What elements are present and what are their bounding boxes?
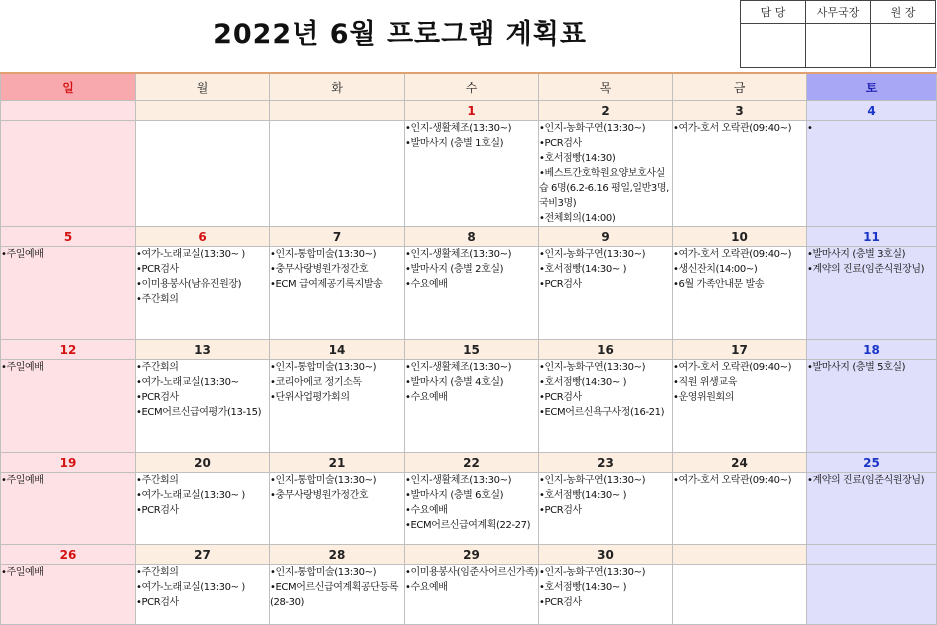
date-number: 8 [405,227,539,247]
weekday-sun: 일 [1,73,136,101]
date-number [136,101,270,121]
date-number: 26 [1,545,136,565]
event-item: •여가-노래교실(13:30~ [136,377,239,388]
event-item: •수요예배 [405,279,448,290]
day-events-cell[interactable] [539,360,673,453]
event-item: •인지-통합미술(13:30~) [270,475,377,486]
date-row [1,545,937,565]
event-item: •주간회의 [136,362,179,373]
approval-role-director: 원 장 [871,1,936,24]
event-item: •ECM어르신급여평가(13-15) [136,407,262,418]
event-item: • [807,123,813,134]
event-item: •ECM어르신급여계획(22-27) [405,520,531,531]
event-item: •발마사지 (층별 4호실) [405,377,504,388]
date-number: 14 [270,340,405,360]
day-events-cell[interactable] [807,360,937,453]
weekday-fri: 금 [673,73,807,101]
day-events-cell[interactable] [136,121,270,227]
events-row [1,565,937,625]
day-events-cell[interactable] [270,247,405,340]
date-number [807,545,937,565]
day-events-cell[interactable] [270,121,405,227]
event-item: •ECM어르신욕구사정(16-21) [539,407,665,418]
event-item: •인지-생활체조(13:30~) [405,123,512,134]
day-events-cell[interactable] [405,121,539,227]
day-events-cell[interactable] [807,473,937,545]
event-item: •PCR검사 [539,597,582,608]
date-number: 27 [136,545,270,565]
date-number: 6 [136,227,270,247]
event-item: •인지-통합미술(13:30~) [270,362,377,373]
event-item: •이미용봉사(남유진원장) [136,279,242,290]
event-item: •인지-생활체조(13:30~) [405,249,512,260]
approval-sign-secretary[interactable] [806,24,871,68]
event-item: •이미용봉사(임준사어르신가족) [405,567,538,578]
date-number: 15 [405,340,539,360]
day-events-cell[interactable] [405,473,539,545]
date-number: 10 [673,227,807,247]
day-events-cell[interactable] [673,473,807,545]
event-item: •여가-호서 오락관(09:40~) [673,362,792,373]
day-events-cell[interactable] [270,565,405,625]
event-item: •인지-통합미술(13:30~) [270,249,377,260]
date-number [270,101,405,121]
date-number: 11 [807,227,937,247]
event-item: •PCR검사 [136,505,179,516]
day-events-cell[interactable] [270,473,405,545]
day-events-cell[interactable] [807,121,937,227]
day-events-cell[interactable] [136,247,270,340]
day-events-cell[interactable] [1,565,136,625]
date-number [1,101,136,121]
event-item: •호서점빵(14:30~ ) [539,264,627,275]
event-item: •PCR검사 [539,279,582,290]
events-row [1,473,937,545]
day-events-cell[interactable] [807,565,937,625]
date-number: 24 [673,453,807,473]
event-item: •인지-통합미술(13:30~) [270,567,377,578]
date-number: 22 [405,453,539,473]
event-item: •인지-농화구연(13:30~) [539,567,646,578]
weekday-wed: 수 [405,73,539,101]
event-item: •전체회의(14:00) [539,213,616,224]
page-title: 2022년 6월 프로그램 계획표 [213,19,587,50]
event-item: •직원 위생교육 [673,377,737,388]
date-number: 4 [807,101,937,121]
event-item: •PCR검사 [136,264,179,275]
day-events-cell[interactable] [673,565,807,625]
event-item: •충무사랑병원가정간호 [270,490,369,501]
approval-role-secretary: 사무국장 [806,1,871,24]
approval-sign-director[interactable] [871,24,936,68]
event-item: •ECM어르신급여계획공단등록(28-30) [270,582,399,608]
day-events-cell[interactable] [673,247,807,340]
event-item: •인지-농화구연(13:30~) [539,475,646,486]
event-item: •주간회의 [136,475,179,486]
date-row [1,101,937,121]
approval-sign-staff[interactable] [741,24,806,68]
event-item: •인지-생활체조(13:30~) [405,362,512,373]
day-events-cell[interactable] [136,565,270,625]
event-item: •생신잔치(14:00~) [673,264,758,275]
event-item: •발마사지 (층별 2호실) [405,264,504,275]
event-item: •충무사랑병원가정간호 [270,264,369,275]
event-item: •수요예배 [405,392,448,403]
day-events-cell[interactable] [1,121,136,227]
date-number: 17 [673,340,807,360]
day-events-cell[interactable] [1,247,136,340]
event-item: •ECM 급여제공기록지발송 [270,279,383,290]
day-events-cell[interactable] [673,121,807,227]
event-item: •발마사지 (층별 5호실) [807,362,906,373]
event-item: •호서점빵(14:30) [539,153,616,164]
event-item: •인지-농화구연(13:30~) [539,249,646,260]
event-item: •PCR검사 [136,392,179,403]
day-events-cell[interactable] [405,247,539,340]
event-item: •인지-농화구연(13:30~) [539,362,646,373]
event-item: •계약의 진료(임준식원장님) [807,475,925,486]
date-number: 16 [539,340,673,360]
date-number: 3 [673,101,807,121]
approval-role-staff: 담 당 [741,1,806,24]
event-item: •PCR검사 [539,505,582,516]
date-number: 29 [405,545,539,565]
approval-box [740,0,936,68]
event-item: •주일예배 [1,249,44,260]
event-item: •베스트간호학원요양보호사실습 6명(6.2-6.16 평일,일반3명, 국비3명) [539,168,672,209]
event-item: •계약의 진료(임준식원장님) [807,264,925,275]
event-item: •발마사지 (층별 1호실) [405,138,504,149]
event-item: •코리아에코 정기소독 [270,377,362,388]
date-number: 5 [1,227,136,247]
date-number: 20 [136,453,270,473]
day-events-cell[interactable] [405,565,539,625]
weekday-thu: 목 [539,73,673,101]
day-events-cell[interactable] [673,360,807,453]
event-item: •주일예배 [1,362,44,373]
day-events-cell[interactable] [807,247,937,340]
day-events-cell[interactable] [1,473,136,545]
events-row [1,121,937,227]
event-item: •호서점빵(14:30~ ) [539,377,627,388]
event-item: •주일예배 [1,567,44,578]
day-events-cell[interactable] [539,121,673,227]
events-row [1,247,937,340]
event-item: •여가-노래교실(13:30~ ) [136,582,245,593]
weekday-sat: 토 [807,73,937,101]
date-number: 30 [539,545,673,565]
date-row [1,227,937,247]
event-item: •인지-생활체조(13:30~) [405,475,512,486]
date-number: 1 [405,101,539,121]
event-item: •주간회의 [136,567,179,578]
date-number: 9 [539,227,673,247]
date-number: 25 [807,453,937,473]
event-item: •PCR검사 [136,597,179,608]
event-item: •수요예배 [405,505,448,516]
date-number: 2 [539,101,673,121]
event-item: •PCR검사 [539,138,582,149]
date-number: 7 [270,227,405,247]
event-item: •인지-농화구연(13:30~) [539,123,646,134]
event-item: •수요예배 [405,582,448,593]
event-item: •발마사지 (층별 6호실) [405,490,504,501]
date-number: 23 [539,453,673,473]
weekday-header-row [1,73,937,101]
date-number: 12 [1,340,136,360]
day-events-cell[interactable] [270,360,405,453]
date-number: 19 [1,453,136,473]
event-item: •호서점빵(14:30~ ) [539,582,627,593]
weekday-mon: 월 [136,73,270,101]
event-item: •여가-노래교실(13:30~ ) [136,490,245,501]
day-events-cell[interactable] [539,473,673,545]
calendar-table [0,72,937,625]
date-number [673,545,807,565]
event-item: •PCR검사 [539,392,582,403]
date-number: 28 [270,545,405,565]
event-item: •주간회의 [136,294,179,305]
event-item: •여가-호서 오락관(09:40~) [673,123,792,134]
event-item: •운영위원회의 [673,392,735,403]
date-number: 21 [270,453,405,473]
date-number: 13 [136,340,270,360]
event-item: •6월 가족안내문 발송 [673,279,765,290]
event-item: •단위사업평가회의 [270,392,350,403]
event-item: •여가-호서 오락관(09:40~) [673,475,792,486]
event-item: •여가-노래교실(13:30~ ) [136,249,245,260]
day-events-cell[interactable] [539,565,673,625]
day-events-cell[interactable] [136,360,270,453]
date-row [1,340,937,360]
weekday-tue: 화 [270,73,405,101]
date-row [1,453,937,473]
day-events-cell[interactable] [405,360,539,453]
events-row [1,360,937,453]
date-number: 18 [807,340,937,360]
event-item: •여가-호서 오락관(09:40~) [673,249,792,260]
day-events-cell[interactable] [1,360,136,453]
event-item: •호서점빵(14:30~ ) [539,490,627,501]
event-item: •주일예배 [1,475,44,486]
event-item: •발마사지 (층별 3호실) [807,249,906,260]
day-events-cell[interactable] [136,473,270,545]
day-events-cell[interactable] [539,247,673,340]
